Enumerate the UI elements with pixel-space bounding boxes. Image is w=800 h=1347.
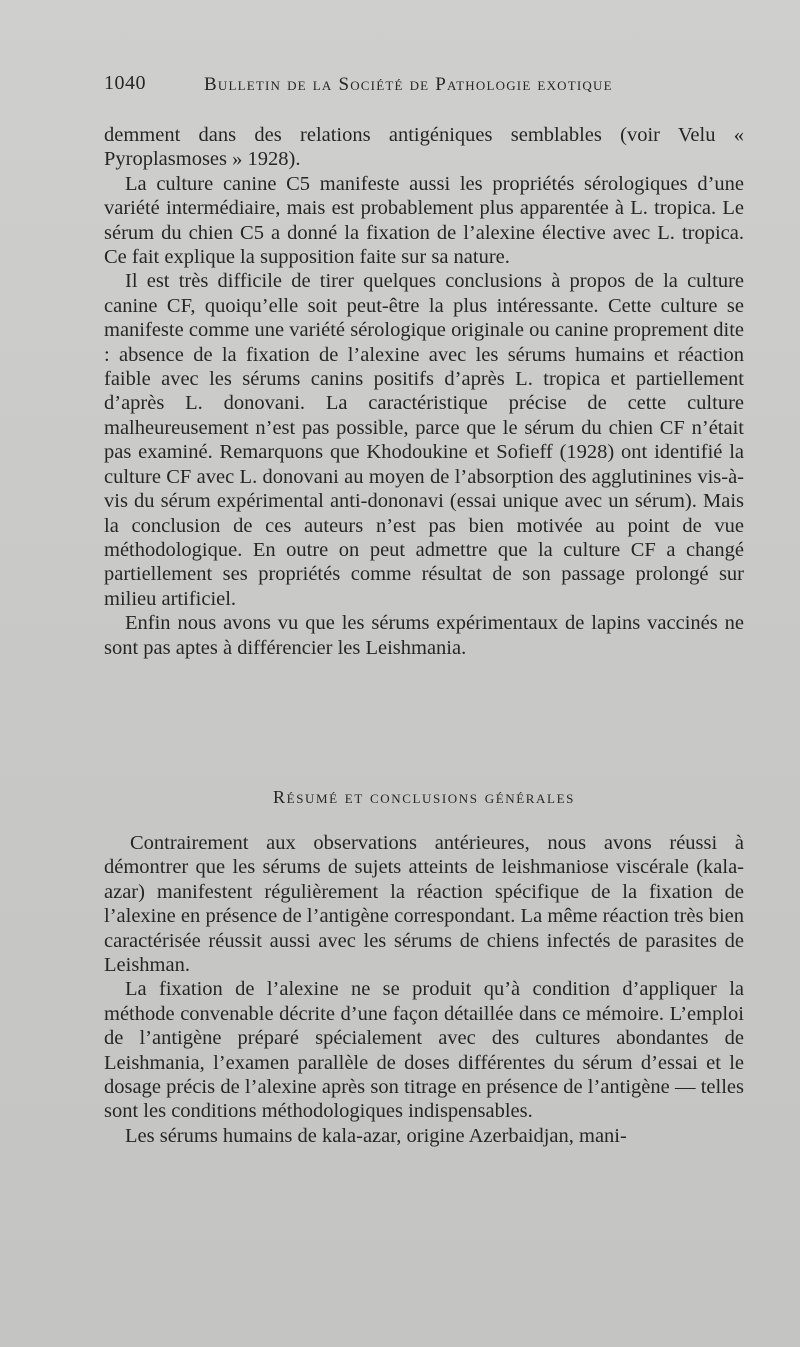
body-text-top bbox=[104, 123, 744, 660]
running-title: Bulletin de la Société de Pathologie exotique bbox=[204, 74, 613, 95]
paragraph: Les sérums humains de kala-azar, origine Azerbaidjan, mani- bbox=[125, 1124, 627, 1147]
paragraph: Enfin nous avons vu que les sérums expérimentaux de lapins vaccinés ne sont pas aptes à différencier les Leishmania. bbox=[104, 612, 744, 659]
paragraph: demment dans des relations antigéniques semblables (voir Velu « Pyroplasmoses » 1928). bbox=[104, 124, 744, 171]
body-text-bottom bbox=[104, 831, 744, 1148]
paragraph: Contrairement aux observations antérieures, nous avons réussi à démontrer que les sérums de sujets atteints de leishmaniose viscérale (kala-azar) manifestent régulièrement la réaction spécifique de la fixation de l’alexine en présence de l’antigène correspondant. La même réaction très bien caractérisée réussit aussi avec les sérums de chiens infectés de parasites de Leishman. bbox=[104, 832, 744, 977]
paragraph: La fixation de l’alexine ne se produit qu’à condition d’appliquer la méthode convenable décrite d’une façon détaillée dans ce mémoire. L’emploi de l’antigène préparé spécialement avec des cultures abondantes de Leishmania, l’examen parallèle de doses différentes du sérum d’essai et le dosage précis de l’alexine après son titrage en présence de l’antigène — telles sont les conditions méthodologiques indispensables. bbox=[104, 978, 744, 1123]
page-header bbox=[104, 72, 744, 102]
paragraph: La culture canine C5 manifeste aussi les propriétés sérologiques d’une variété intermédiaire, mais est probablement plus apparentée à L. tropica. Le sérum du chien C5 a donné la fixation de l’alexine élective avec L. tropica. Ce fait explique la supposition faite sur sa nature. bbox=[104, 172, 744, 269]
page-number: 1040 bbox=[104, 72, 146, 94]
paragraph: Il est très difficile de tirer quelques conclusions à propos de la culture canine CF, quoiqu’elle soit peut-être la plus intéressante. Cette culture se manifeste comme une variété sérologique originale ou canine proprement dite : absence de la fixation de l’alexine avec les sérums humains et réaction faible avec les sérums canins positifs d’après L. tropica et partiellement d’après L. donovani. La caractéristique précise de cette culture malheureusement n’est pas possible, parce que le sérum du chien CF n’était pas examiné. Remarquons que Khodoukine et Sofieff (1928) ont identifié la culture CF avec L. donovani au moyen de l’absorption des agglutinines vis-à-vis du sérum expérimental anti-dononavi (essai unique avec un sérum). Mais la conclusion de ces auteurs n’est pas bien motivée au point de vue méthodologique. En outre on peut admettre que la culture CF a changé partiellement ses propriétés comme résultat de son passage prolongé sur milieu artificiel. bbox=[104, 270, 744, 610]
section-heading: Résumé et conclusions générales bbox=[273, 787, 575, 807]
